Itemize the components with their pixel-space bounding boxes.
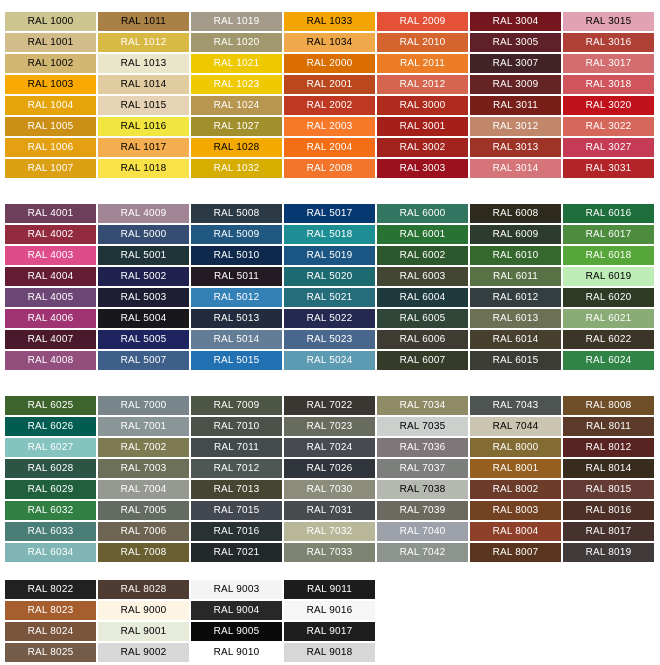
color-swatch: RAL 1002 bbox=[5, 54, 96, 73]
color-swatch: RAL 5002 bbox=[98, 267, 189, 286]
color-swatch: RAL 7003 bbox=[98, 459, 189, 478]
color-swatch: RAL 7002 bbox=[98, 438, 189, 457]
color-swatch: RAL 6012 bbox=[470, 288, 561, 307]
color-swatch: RAL 1021 bbox=[191, 54, 282, 73]
color-swatch: RAL 6002 bbox=[377, 246, 468, 265]
color-swatch: RAL 3009 bbox=[470, 75, 561, 94]
color-swatch: RAL 9017 bbox=[284, 622, 375, 641]
color-swatch: RAL 5018 bbox=[284, 225, 375, 244]
color-swatch: RAL 7000 bbox=[98, 396, 189, 415]
color-swatch: RAL 3018 bbox=[563, 75, 654, 94]
color-swatch: RAL 7021 bbox=[191, 543, 282, 562]
color-swatch: RAL 3016 bbox=[563, 33, 654, 52]
color-swatch: RAL 5007 bbox=[98, 351, 189, 370]
color-swatch: RAL 3013 bbox=[470, 138, 561, 157]
color-swatch: RAL 5023 bbox=[284, 330, 375, 349]
color-swatch: RAL 6020 bbox=[563, 288, 654, 307]
color-swatch: RAL 6024 bbox=[563, 351, 654, 370]
color-swatch: RAL 8016 bbox=[563, 501, 654, 520]
color-swatch: RAL 4008 bbox=[5, 351, 96, 370]
color-swatch: RAL 8022 bbox=[5, 580, 96, 599]
color-swatch: RAL 8017 bbox=[563, 522, 654, 541]
color-swatch: RAL 2001 bbox=[284, 75, 375, 94]
color-swatch: RAL 9011 bbox=[284, 580, 375, 599]
color-swatch: RAL 4007 bbox=[5, 330, 96, 349]
color-swatch: RAL 8024 bbox=[5, 622, 96, 641]
color-swatch: RAL 6032 bbox=[5, 501, 96, 520]
color-swatch: RAL 7010 bbox=[191, 417, 282, 436]
color-swatch: RAL 7031 bbox=[284, 501, 375, 520]
color-swatch: RAL 7030 bbox=[284, 480, 375, 499]
color-swatch: RAL 4003 bbox=[5, 246, 96, 265]
color-swatch: RAL 9016 bbox=[284, 601, 375, 620]
color-swatch: RAL 2003 bbox=[284, 117, 375, 136]
color-swatch: RAL 5011 bbox=[191, 267, 282, 286]
color-swatch: RAL 6018 bbox=[563, 246, 654, 265]
color-swatch: RAL 2000 bbox=[284, 54, 375, 73]
color-swatch: RAL 6004 bbox=[377, 288, 468, 307]
color-swatch: RAL 7022 bbox=[284, 396, 375, 415]
color-swatch: RAL 6026 bbox=[5, 417, 96, 436]
color-swatch: RAL 1011 bbox=[98, 12, 189, 31]
color-swatch: RAL 6013 bbox=[470, 309, 561, 328]
color-swatch: RAL 7035 bbox=[377, 417, 468, 436]
color-swatch: RAL 6034 bbox=[5, 543, 96, 562]
color-swatch: RAL 8003 bbox=[470, 501, 561, 520]
color-swatch: RAL 9005 bbox=[191, 622, 282, 641]
color-swatch: RAL 3011 bbox=[470, 96, 561, 115]
color-swatch: RAL 1014 bbox=[98, 75, 189, 94]
color-swatch: RAL 5013 bbox=[191, 309, 282, 328]
color-swatch: RAL 5008 bbox=[191, 204, 282, 223]
color-swatch: RAL 7013 bbox=[191, 480, 282, 499]
color-swatch: RAL 6007 bbox=[377, 351, 468, 370]
color-swatch: RAL 5001 bbox=[98, 246, 189, 265]
color-swatch: RAL 3017 bbox=[563, 54, 654, 73]
color-swatch: RAL 2012 bbox=[377, 75, 468, 94]
color-swatch: RAL 7036 bbox=[377, 438, 468, 457]
color-swatch: RAL 6015 bbox=[470, 351, 561, 370]
color-swatch: RAL 6003 bbox=[377, 267, 468, 286]
color-swatch: RAL 3005 bbox=[470, 33, 561, 52]
color-swatch: RAL 1001 bbox=[5, 33, 96, 52]
color-swatch: RAL 6027 bbox=[5, 438, 96, 457]
color-swatch: RAL 3007 bbox=[470, 54, 561, 73]
color-swatch: RAL 7005 bbox=[98, 501, 189, 520]
color-swatch: RAL 2004 bbox=[284, 138, 375, 157]
color-swatch: RAL 7032 bbox=[284, 522, 375, 541]
color-swatch: RAL 5022 bbox=[284, 309, 375, 328]
color-swatch: RAL 1004 bbox=[5, 96, 96, 115]
color-swatch: RAL 9004 bbox=[191, 601, 282, 620]
color-swatch: RAL 8008 bbox=[563, 396, 654, 415]
color-swatch: RAL 8019 bbox=[563, 543, 654, 562]
color-swatch: RAL 4001 bbox=[5, 204, 96, 223]
color-swatch: RAL 5020 bbox=[284, 267, 375, 286]
color-swatch: RAL 9010 bbox=[191, 643, 282, 662]
color-swatch: RAL 8004 bbox=[470, 522, 561, 541]
color-swatch: RAL 9003 bbox=[191, 580, 282, 599]
color-swatch: RAL 6001 bbox=[377, 225, 468, 244]
color-swatch: RAL 9001 bbox=[98, 622, 189, 641]
color-swatch: RAL 6025 bbox=[5, 396, 96, 415]
color-swatch: RAL 1005 bbox=[5, 117, 96, 136]
color-swatch: RAL 1003 bbox=[5, 75, 96, 94]
color-swatch: RAL 6009 bbox=[470, 225, 561, 244]
color-swatch: RAL 8011 bbox=[563, 417, 654, 436]
color-swatch: RAL 7024 bbox=[284, 438, 375, 457]
color-swatch: RAL 7034 bbox=[377, 396, 468, 415]
color-swatch: RAL 4009 bbox=[98, 204, 189, 223]
color-swatch: RAL 7016 bbox=[191, 522, 282, 541]
color-swatch: RAL 8014 bbox=[563, 459, 654, 478]
color-swatch: RAL 2011 bbox=[377, 54, 468, 73]
color-swatch: RAL 1015 bbox=[98, 96, 189, 115]
color-swatch: RAL 5019 bbox=[284, 246, 375, 265]
color-swatch: RAL 4005 bbox=[5, 288, 96, 307]
swatch-grid-3 bbox=[5, 396, 654, 562]
color-swatch: RAL 5015 bbox=[191, 351, 282, 370]
color-swatch: RAL 5021 bbox=[284, 288, 375, 307]
color-swatch: RAL 1018 bbox=[98, 159, 189, 178]
color-swatch: RAL 7006 bbox=[98, 522, 189, 541]
color-swatch: RAL 2002 bbox=[284, 96, 375, 115]
color-swatch: RAL 3002 bbox=[377, 138, 468, 157]
color-swatch: RAL 5014 bbox=[191, 330, 282, 349]
color-swatch: RAL 1012 bbox=[98, 33, 189, 52]
color-swatch: RAL 1034 bbox=[284, 33, 375, 52]
color-swatch: RAL 1013 bbox=[98, 54, 189, 73]
color-swatch: RAL 1000 bbox=[5, 12, 96, 31]
color-swatch: RAL 1023 bbox=[191, 75, 282, 94]
color-swatch: RAL 7039 bbox=[377, 501, 468, 520]
color-swatch: RAL 7008 bbox=[98, 543, 189, 562]
color-swatch: RAL 1017 bbox=[98, 138, 189, 157]
color-swatch: RAL 6006 bbox=[377, 330, 468, 349]
color-swatch: RAL 5005 bbox=[98, 330, 189, 349]
swatch-grid-1 bbox=[5, 12, 654, 178]
color-swatch: RAL 2010 bbox=[377, 33, 468, 52]
color-swatch: RAL 7033 bbox=[284, 543, 375, 562]
color-swatch: RAL 5017 bbox=[284, 204, 375, 223]
color-swatch: RAL 2009 bbox=[377, 12, 468, 31]
color-swatch: RAL 4004 bbox=[5, 267, 96, 286]
color-swatch: RAL 6000 bbox=[377, 204, 468, 223]
color-swatch: RAL 7026 bbox=[284, 459, 375, 478]
color-swatch: RAL 5004 bbox=[98, 309, 189, 328]
color-swatch: RAL 3012 bbox=[470, 117, 561, 136]
color-swatch: RAL 3015 bbox=[563, 12, 654, 31]
color-swatch: RAL 9000 bbox=[98, 601, 189, 620]
color-swatch: RAL 6019 bbox=[563, 267, 654, 286]
color-swatch: RAL 8000 bbox=[470, 438, 561, 457]
color-swatch: RAL 6029 bbox=[5, 480, 96, 499]
color-swatch: RAL 3014 bbox=[470, 159, 561, 178]
color-swatch: RAL 6005 bbox=[377, 309, 468, 328]
color-swatch: RAL 7001 bbox=[98, 417, 189, 436]
color-swatch: RAL 1028 bbox=[191, 138, 282, 157]
color-swatch: RAL 1032 bbox=[191, 159, 282, 178]
color-swatch: RAL 7044 bbox=[470, 417, 561, 436]
color-swatch: RAL 7042 bbox=[377, 543, 468, 562]
color-swatch: RAL 3003 bbox=[377, 159, 468, 178]
color-swatch: RAL 6016 bbox=[563, 204, 654, 223]
color-swatch: RAL 6021 bbox=[563, 309, 654, 328]
swatch-grid-4 bbox=[5, 580, 375, 662]
color-swatch: RAL 8002 bbox=[470, 480, 561, 499]
color-swatch: RAL 1020 bbox=[191, 33, 282, 52]
color-swatch: RAL 9002 bbox=[98, 643, 189, 662]
color-swatch: RAL 6010 bbox=[470, 246, 561, 265]
color-swatch: RAL 8023 bbox=[5, 601, 96, 620]
color-swatch: RAL 1033 bbox=[284, 12, 375, 31]
color-swatch: RAL 7009 bbox=[191, 396, 282, 415]
color-swatch: RAL 6008 bbox=[470, 204, 561, 223]
color-swatch: RAL 6028 bbox=[5, 459, 96, 478]
color-swatch: RAL 7038 bbox=[377, 480, 468, 499]
color-swatch: RAL 1019 bbox=[191, 12, 282, 31]
color-swatch: RAL 3001 bbox=[377, 117, 468, 136]
color-swatch: RAL 7004 bbox=[98, 480, 189, 499]
color-swatch: RAL 6017 bbox=[563, 225, 654, 244]
color-swatch: RAL 3000 bbox=[377, 96, 468, 115]
color-swatch: RAL 5003 bbox=[98, 288, 189, 307]
color-swatch: RAL 1006 bbox=[5, 138, 96, 157]
color-swatch: RAL 6011 bbox=[470, 267, 561, 286]
color-swatch: RAL 5000 bbox=[98, 225, 189, 244]
color-swatch: RAL 7037 bbox=[377, 459, 468, 478]
color-swatch: RAL 1024 bbox=[191, 96, 282, 115]
color-swatch: RAL 8028 bbox=[98, 580, 189, 599]
color-swatch: RAL 5012 bbox=[191, 288, 282, 307]
color-swatch: RAL 8007 bbox=[470, 543, 561, 562]
color-swatch: RAL 9018 bbox=[284, 643, 375, 662]
color-swatch: RAL 1007 bbox=[5, 159, 96, 178]
color-swatch: RAL 2008 bbox=[284, 159, 375, 178]
color-swatch: RAL 5009 bbox=[191, 225, 282, 244]
color-swatch: RAL 3004 bbox=[470, 12, 561, 31]
color-swatch: RAL 7011 bbox=[191, 438, 282, 457]
color-swatch: RAL 6014 bbox=[470, 330, 561, 349]
color-swatch: RAL 5010 bbox=[191, 246, 282, 265]
color-swatch: RAL 8012 bbox=[563, 438, 654, 457]
swatch-grid-2 bbox=[5, 204, 654, 370]
color-swatch: RAL 8025 bbox=[5, 643, 96, 662]
color-swatch: RAL 7015 bbox=[191, 501, 282, 520]
color-swatch: RAL 7012 bbox=[191, 459, 282, 478]
color-swatch: RAL 1016 bbox=[98, 117, 189, 136]
color-swatch: RAL 7040 bbox=[377, 522, 468, 541]
color-swatch: RAL 5024 bbox=[284, 351, 375, 370]
color-swatch: RAL 8015 bbox=[563, 480, 654, 499]
color-swatch: RAL 3022 bbox=[563, 117, 654, 136]
color-swatch: RAL 1027 bbox=[191, 117, 282, 136]
color-swatch: RAL 6033 bbox=[5, 522, 96, 541]
color-swatch: RAL 7023 bbox=[284, 417, 375, 436]
color-swatch: RAL 3031 bbox=[563, 159, 654, 178]
color-swatch: RAL 3020 bbox=[563, 96, 654, 115]
color-swatch: RAL 6022 bbox=[563, 330, 654, 349]
color-swatch: RAL 4006 bbox=[5, 309, 96, 328]
color-swatch: RAL 4002 bbox=[5, 225, 96, 244]
color-swatch: RAL 7043 bbox=[470, 396, 561, 415]
color-swatch: RAL 8001 bbox=[470, 459, 561, 478]
color-swatch: RAL 3027 bbox=[563, 138, 654, 157]
